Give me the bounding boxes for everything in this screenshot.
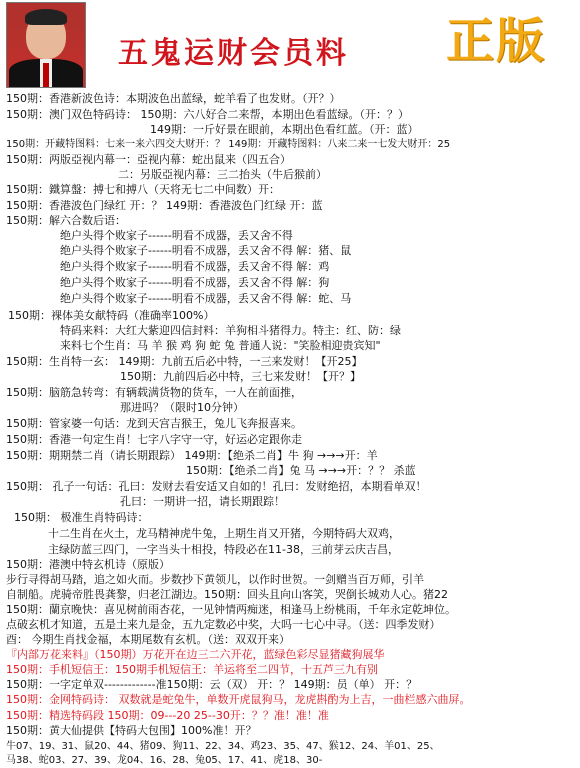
text-line: 150期：港澳中特玄机诗（原版）	[6, 558, 170, 571]
text-line-red: 『内部万花来料』（150期）万花开在边三二六开花，蓝绿色彩尽显猪藏狗展华	[6, 648, 385, 661]
text-line: 酉： 今期生肖找金福，本期尾数有玄机。（送：双双开来）	[6, 633, 290, 646]
text-line: 150期：两版亞视内幕一：亞视内幕：蛇出鼠来（四五合）	[6, 153, 291, 166]
text-line: 150期： 孔子一句话：孔曰：发财去看安适又自如的！孔曰：发财绝招，本期看单双！	[6, 480, 427, 493]
text-line: 150期：【绝杀二肖】兔 马 →→→开：？？ 杀蓝	[186, 464, 416, 477]
text-line: 150期：一字定单双-------------准150期：云（双） 开：？ 149期：员（单） 开：？	[6, 678, 418, 691]
text-line: 150期：鐵算盤：搏七和搏八（天将无七二中间数）开：	[6, 183, 280, 196]
text-line: 绝户头得个败家子------明看不成器，丢又舍不得 解：狗	[60, 276, 330, 289]
text-line: 点破玄机才知道，五是土来九是金，五九定数必中奖，大吗一七心中寻。（送：四季发财）	[6, 618, 441, 631]
text-line-red: 150期：手机短信王：150期手机短信王：羊运将至二四节，十五芦三九有别	[6, 663, 378, 676]
text-line-red: 150期：精选特码段 150期：09---20 25--30开：？？准！准！准	[6, 709, 329, 722]
text-line: 149期：一斤好景在眼前，本期出色看红蓝。（开：蓝）	[150, 123, 419, 136]
text-line: 150期：香港新波色诗：本期波色出蓝绿，蛇羊看了也发财。（开？）	[6, 92, 341, 105]
text-line: 绝户头得个败家子------明看不成器，丢又舍不得 解：鸡	[60, 260, 330, 273]
text-line-red: 150期：金网特码诗： 双数就是蛇兔牛，单数开虎鼠狗马，龙虎斟酌为上吉，一曲栏感六曲屏。	[6, 693, 471, 706]
text-line: 150期：管家婆一句话：龙到天宫吉猴王，兔儿飞奔报喜来。	[6, 417, 302, 430]
text-line: 150期：脑筋急转弯：有辆载满货物的货车，一人在前面推，	[6, 386, 302, 399]
text-line: 150期：蘭京晚快：喜见树前雨杏花，一见钟情两痴迷，相逢马上纷桃雨，千年永定乾坤位。	[6, 603, 456, 616]
text-line: 150期： 极准生肖特码诗：	[14, 511, 149, 524]
text-line: 150期：澳门双色特码诗： 150期：六八好合二来帮，本期出色看蓝绿。（开：？）	[6, 108, 409, 121]
text-line: 马38、蛇03、27、39、龙04、16、28、兔05、17、41、虎18、30-	[6, 755, 323, 766]
text-line: 150期：期期禁二肖（请长期跟踪） 149期：【绝杀二肖】牛 狗 →→→开：羊	[6, 449, 378, 462]
text-line: 十二生肖在火土，龙马精神虎牛兔，上期生肖又开猪，今期特码大双鸡，	[48, 527, 400, 540]
text-line: 150期：裸体美女献特码（准确率100%）	[8, 309, 215, 322]
text-line: 牛07、19、31、鼠20、44、猪09、狗11、22、34、鸡23、35、47、猴12、24、羊01、25、	[6, 741, 440, 752]
text-line: 孔曰：一期讲一招，请长期跟踪！	[120, 495, 285, 508]
text-line: 特码来料：大红大紫迎四信封料：羊狗相斗猪得力。特主：红、防：绿	[60, 324, 401, 337]
text-line: 绝户头得个败家子------明看不成器，丢又舍不得 解：猪、鼠	[60, 244, 352, 257]
text-line: 步行寻得胡马踏，追之如火而。步数抄下黄领儿，以作时世贺。一剑赠当百万师，引羊	[6, 573, 424, 586]
portrait-photo	[6, 2, 86, 88]
text-line: 150期：九前四后必中特，三七来发财！【开？】	[120, 370, 361, 383]
text-line: 那进吗？（限时10分钟）	[120, 401, 244, 414]
text-line: 来料七个生肖：马 羊 猴 鸡 狗 蛇 兔 普通人说："笑脸相迎贵宾知"	[60, 339, 381, 352]
genuine-stamp: 正版	[446, 13, 547, 69]
text-line: 二：另版亞视内幕：三二抬头（牛后猴前）	[118, 168, 327, 181]
text-line: 主绿防蓝三四门，一字当头十相投，特段必在11-38，三前芽云庆吉昌，	[48, 543, 399, 556]
text-line: 绝户头得个败家子------明看不成器，丢又舍不得	[60, 229, 293, 242]
text-line: 自制船。虎骑帝胜畏龚黎，归老江湖边。150期：回头且向山客笑，哭倒长城劝人心。猪22	[6, 588, 448, 601]
text-line: 150期：解六合数后语：	[6, 214, 126, 227]
text-line: 150期：开藏特图料：七来一来六四交大财开：？ 149期：开藏特图料：八来二来一七发大财开：25	[6, 139, 451, 150]
text-line: 150期：香港波色门绿红 开：？ 149期：香港波色门红绿 开：蓝	[6, 199, 323, 212]
text-line: 150期：生肖特一玄： 149期：九前五后必中特，一三来发财！【开25】	[6, 355, 363, 368]
text-line: 绝户头得个败家子------明看不成器，丢又舍不得 解：蛇、马	[60, 292, 352, 305]
text-line: 150期：香港一句定生肖！七字八字守一守，好运必定跟你走	[6, 433, 302, 446]
text-line: 150期：黄大仙提供【特码大包围】100%准！开？	[6, 724, 257, 737]
page-title: 五鬼运财会员料	[118, 36, 349, 71]
